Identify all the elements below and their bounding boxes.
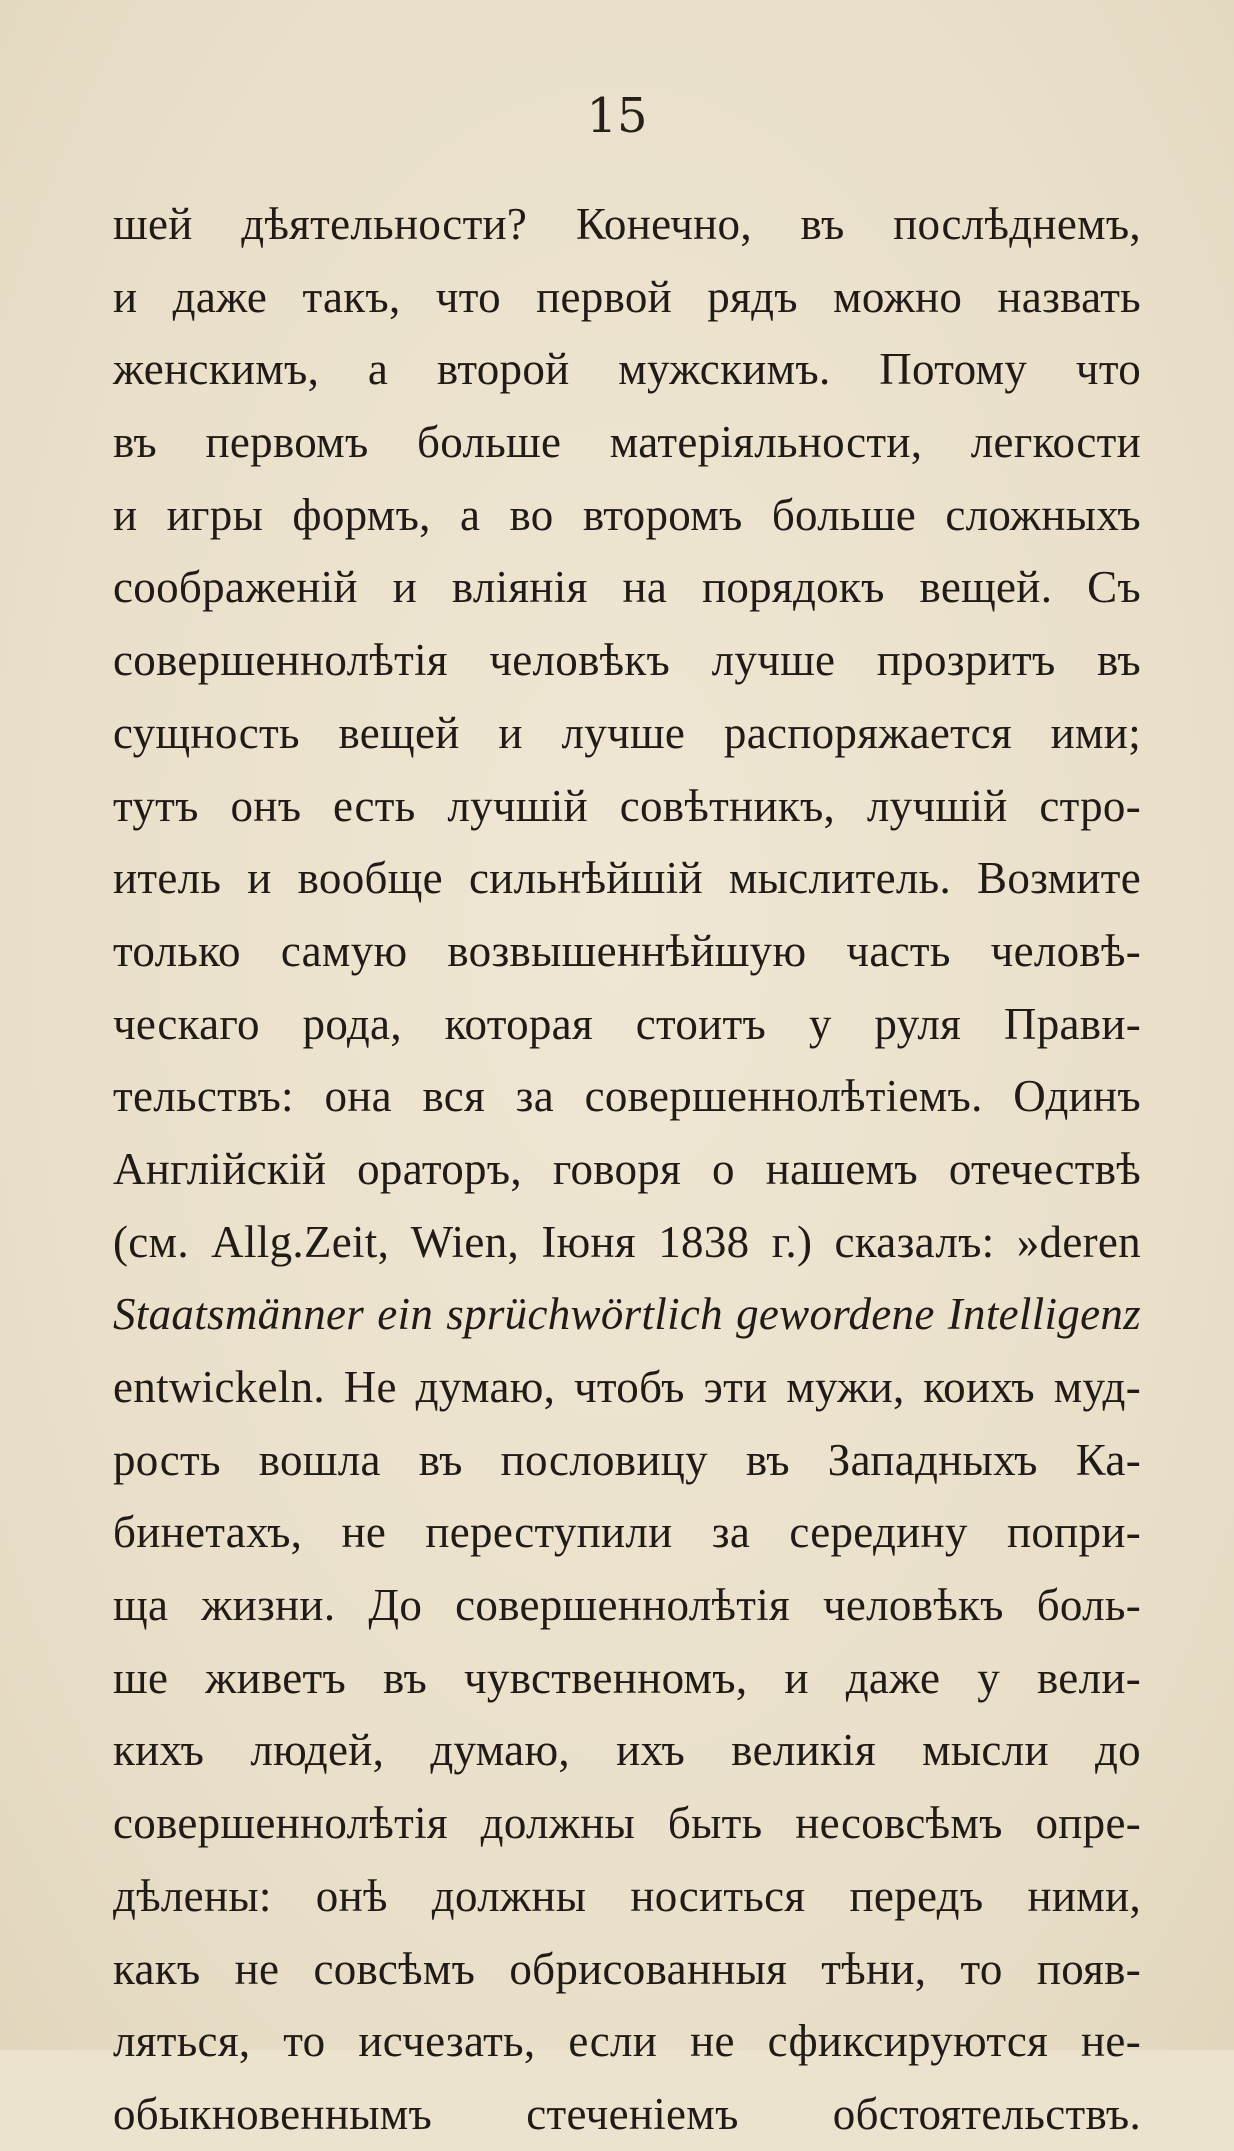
text-line: ческаго рода, которая стоитъ у руля Прави-	[113, 998, 1141, 1049]
text-line: бинетахъ, не переступили за середину попри-	[113, 1507, 1141, 1558]
text-line: какъ не совсѣмъ обрисованныя тѣни, то появ-	[113, 1943, 1141, 1994]
text-line: сущность вещей и лучше распоряжается ими;	[113, 707, 1141, 758]
text-line: кихъ людей, думаю, ихъ великія мысли до	[113, 1725, 1141, 1776]
text-line: совершеннолѣтія человѣкъ лучше прозритъ въ	[113, 635, 1141, 686]
text-line: тельствъ: она вся за совершеннолѣтіемъ. Одинъ	[113, 1071, 1141, 1122]
text-line: ляться, то исчезать, если не сфиксируются не-	[113, 2016, 1141, 2067]
text-line: соображеній и вліянія на порядокъ вещей. Съ	[113, 562, 1141, 613]
body-text	[113, 188, 1141, 2151]
text-line: ше живетъ въ чувственномъ, и даже у вели-	[113, 1652, 1141, 1703]
text-line: ща жизни. До совершеннолѣтія человѣкъ боль-	[113, 1580, 1141, 1631]
text-line: и даже такъ, что первой рядъ можно назвать	[113, 271, 1141, 322]
page-number: 15	[586, 88, 648, 144]
text-line: дѣлены: онѣ должны носиться передъ ними,	[113, 1870, 1141, 1921]
text-line: женскимъ, а второй мужскимъ. Потому что	[113, 344, 1141, 395]
text-line: рость вошла въ пословицу въ Западныхъ Ка-	[113, 1434, 1141, 1485]
text-line: Англійскій ораторъ, говоря о нашемъ отечествѣ	[113, 1143, 1141, 1194]
text-line-italic: Staatsmänner ein sprüchwörtlich gewordene Intelligenz	[113, 1289, 1141, 1340]
text-line: итель и вообще сильнѣйшій мыслитель. Возмите	[113, 853, 1141, 904]
text-line: совершеннолѣтія должны быть несовсѣмъ опре-	[113, 1798, 1141, 1849]
text-line-last: обыкновеннымъ стеченіемъ обстоятельствъ.	[113, 2088, 1141, 2139]
text-line: только самую возвышеннѣйшую часть человѣ-	[113, 925, 1141, 976]
text-line: тутъ онъ есть лучшій совѣтникъ, лучшій стро-	[113, 780, 1141, 831]
text-line: (см. Allg.Zeit, Wien, Іюня 1838 г.) сказалъ: »deren	[113, 1216, 1141, 1267]
text-line: и игры формъ, а во второмъ больше сложныхъ	[113, 489, 1141, 540]
text-line: entwickeln. Не думаю, чтобъ эти мужи, коихъ муд-	[113, 1362, 1141, 1412]
text-line: въ первомъ больше матеріяльности, легкости	[113, 417, 1141, 468]
text-line: шей дѣятельности? Конечно, въ послѣднемъ,	[113, 199, 1141, 249]
